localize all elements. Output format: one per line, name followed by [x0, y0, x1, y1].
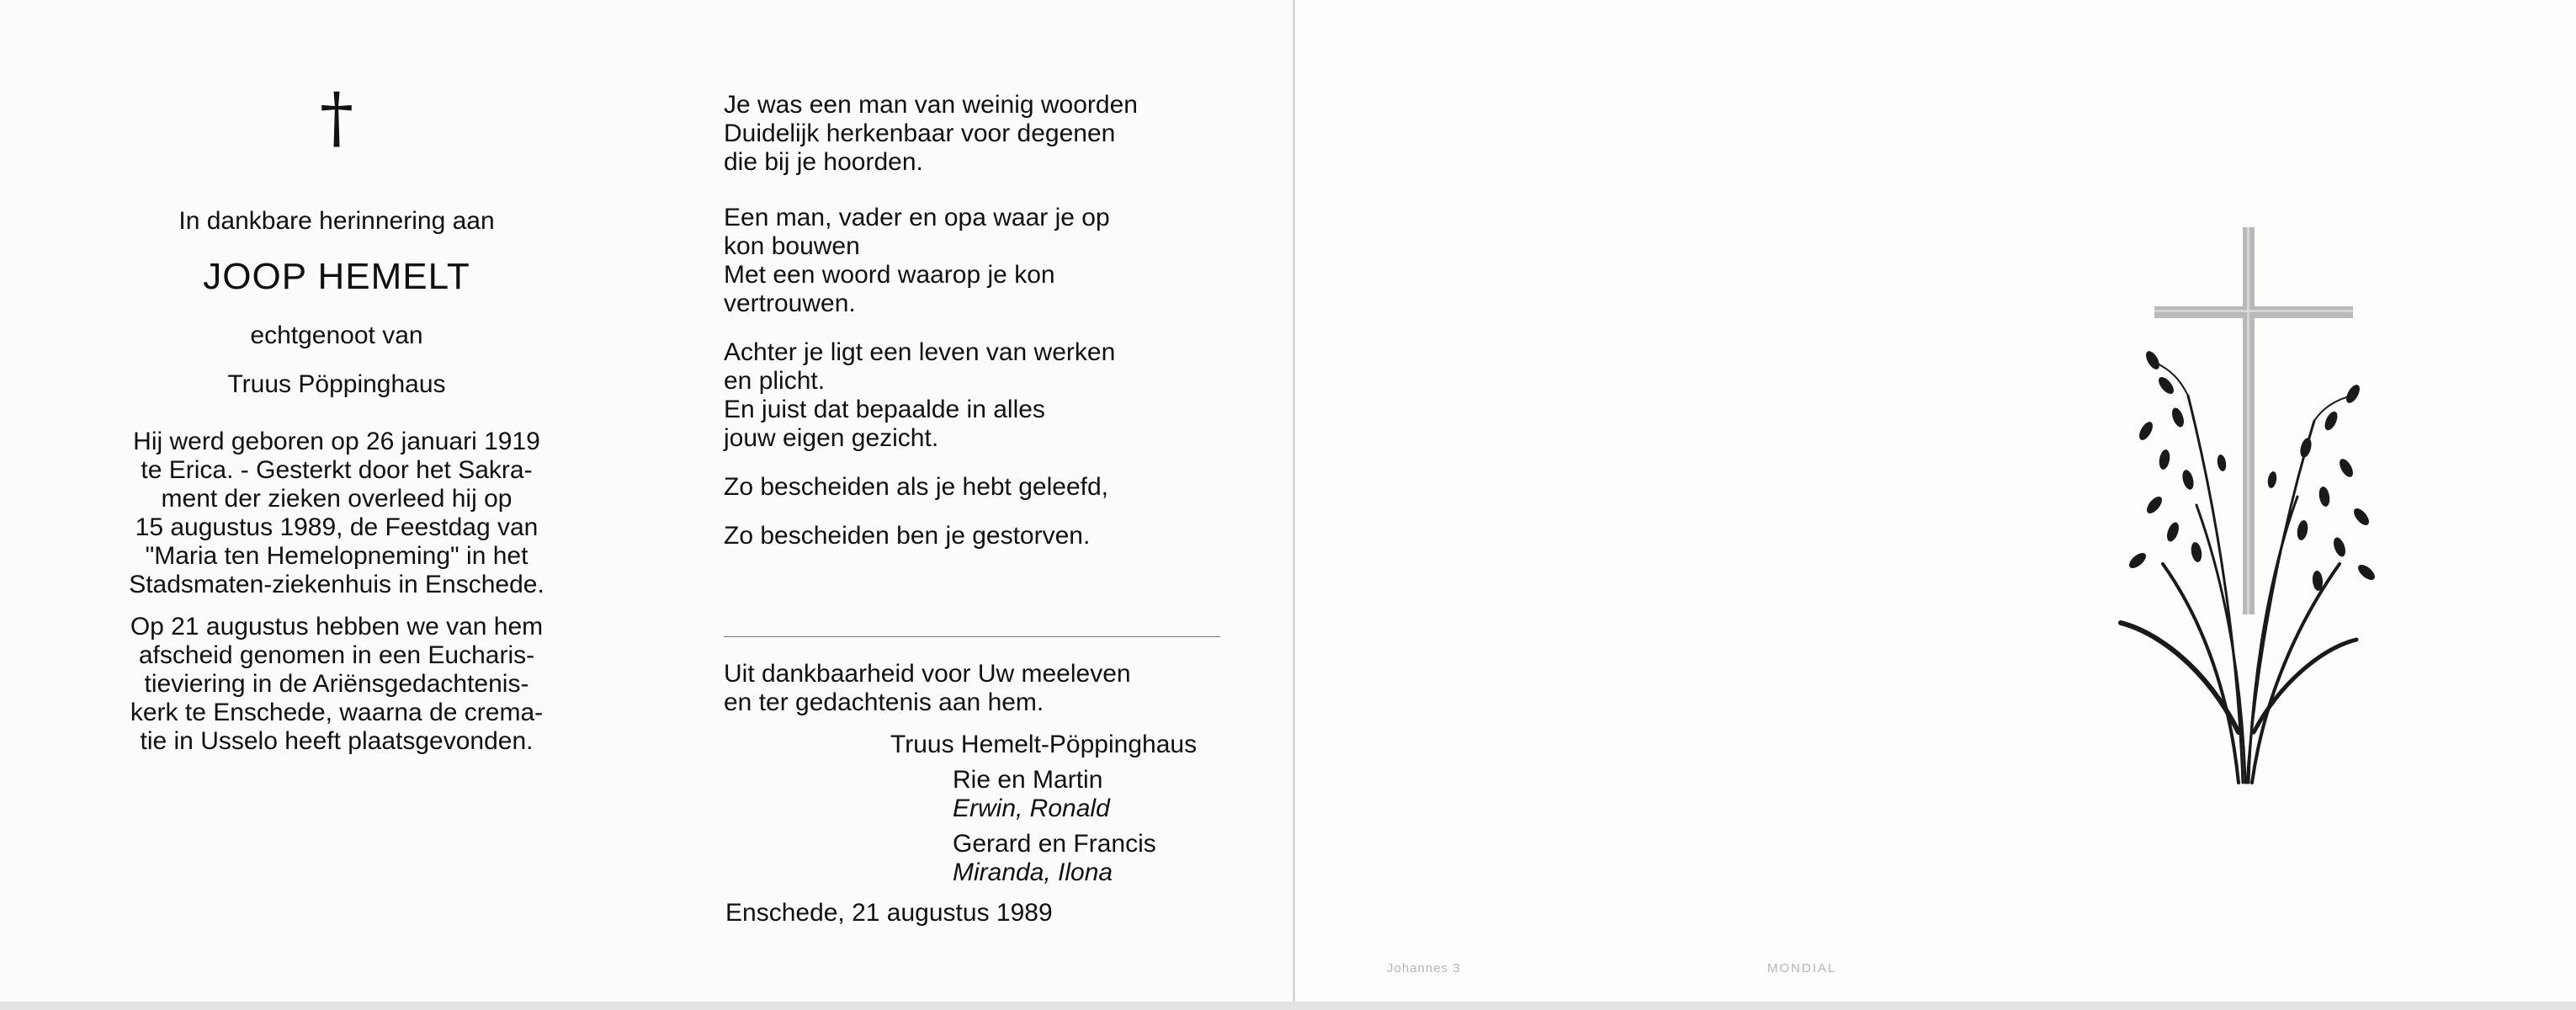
bio-line: "Maria ten Hemelopneming" in het: [145, 542, 528, 570]
card-fold: [1293, 0, 1295, 1010]
bio-line: afscheid genomen in een Eucharis-: [138, 641, 535, 669]
poem-line: Zo bescheiden als je hebt geleefd,: [724, 473, 1108, 501]
poem-line: jouw eigen gezicht.: [724, 424, 939, 452]
poem-line: kon bouwen: [724, 232, 860, 260]
silver-cross-icon: [2154, 227, 2353, 614]
printer-mark-left: Johannes 3: [1387, 961, 1461, 975]
bio-line: tieviering in de Ariënsgedachtenis-: [144, 670, 529, 698]
cross-icon: †: [320, 78, 353, 157]
cross-with-grass-ornament: [2104, 227, 2382, 791]
bio-line: 15 augustus 1989, de Feestdag van: [135, 513, 539, 541]
deceased-name: JOOP HEMELT: [203, 256, 470, 297]
bio-line: te Erica. - Gesterkt door het Sakra-: [141, 456, 533, 484]
card-bottom-edge: [0, 1002, 2576, 1010]
poem-stanza-2: [724, 204, 1246, 318]
printer-mark-right: MONDIAL: [1767, 961, 1837, 975]
poem-line: vertrouwen.: [724, 290, 856, 317]
poem-line: En juist dat bepaalde in alles: [724, 396, 1045, 423]
right-panel: [1295, 0, 2576, 1002]
poem-line: en plicht.: [724, 367, 826, 395]
poem-stanza-3: [724, 338, 1246, 453]
biography-paragraph-1: [67, 428, 606, 599]
poem-line: Duidelijk herkenbaar voor degenen: [724, 120, 1116, 147]
bio-line: Hij werd geboren op 26 januari 1919: [133, 428, 540, 455]
thanks-line: en ter gedachtenis aan hem.: [724, 688, 1044, 716]
bio-line: Op 21 augustus hebben we van hem: [130, 613, 544, 641]
family-group-1-children: Erwin, Ronald: [953, 795, 1110, 822]
bio-line: Stadsmaten-ziekenhuis in Enschede.: [129, 571, 544, 598]
family-main-name: Truus Hemelt-Pöppinghaus: [890, 731, 1198, 758]
intro-text: In dankbare herinnering aan: [178, 207, 495, 235]
poem-line: Met een woord waarop je kon: [724, 261, 1055, 289]
bio-line: kerk te Enschede, waarna de crema-: [130, 699, 544, 726]
poem-line: Achter je ligt een leven van werken: [724, 338, 1116, 366]
poem-stanza-1: [724, 91, 1246, 177]
poem-stanza-4: [724, 473, 1246, 502]
bio-line: tie in Usselo heeft plaatsgevonden.: [140, 727, 534, 755]
thanks-line: Uit dankbaarheid voor Uw meeleven: [724, 660, 1131, 688]
place-date: Enschede, 21 augustus 1989: [725, 899, 1053, 927]
divider: [724, 636, 1220, 637]
grass-icon: [2121, 362, 2356, 783]
spouse-name: Truus Pöppinghaus: [227, 370, 446, 398]
poem-line: Je was een man van weinig woorden: [724, 91, 1138, 119]
poem-line: Zo bescheiden ben je gestorven.: [724, 522, 1091, 550]
family-group-2-children: Miranda, Ilona: [953, 858, 1113, 886]
bio-line: ment der zieken overleed hij op: [161, 485, 513, 513]
thanks-text: [724, 660, 1246, 717]
spouse-label: echtgenoot van: [250, 322, 423, 349]
poem-stanza-5: [724, 522, 1246, 550]
biography-paragraph-2: [67, 613, 606, 756]
poem-line: die bij je hoorden.: [724, 148, 923, 176]
poem-line: Een man, vader en opa waar je op: [724, 204, 1110, 231]
family-group-2-parents: Gerard en Francis: [953, 830, 1156, 858]
family-group-1-parents: Rie en Martin: [953, 766, 1103, 794]
